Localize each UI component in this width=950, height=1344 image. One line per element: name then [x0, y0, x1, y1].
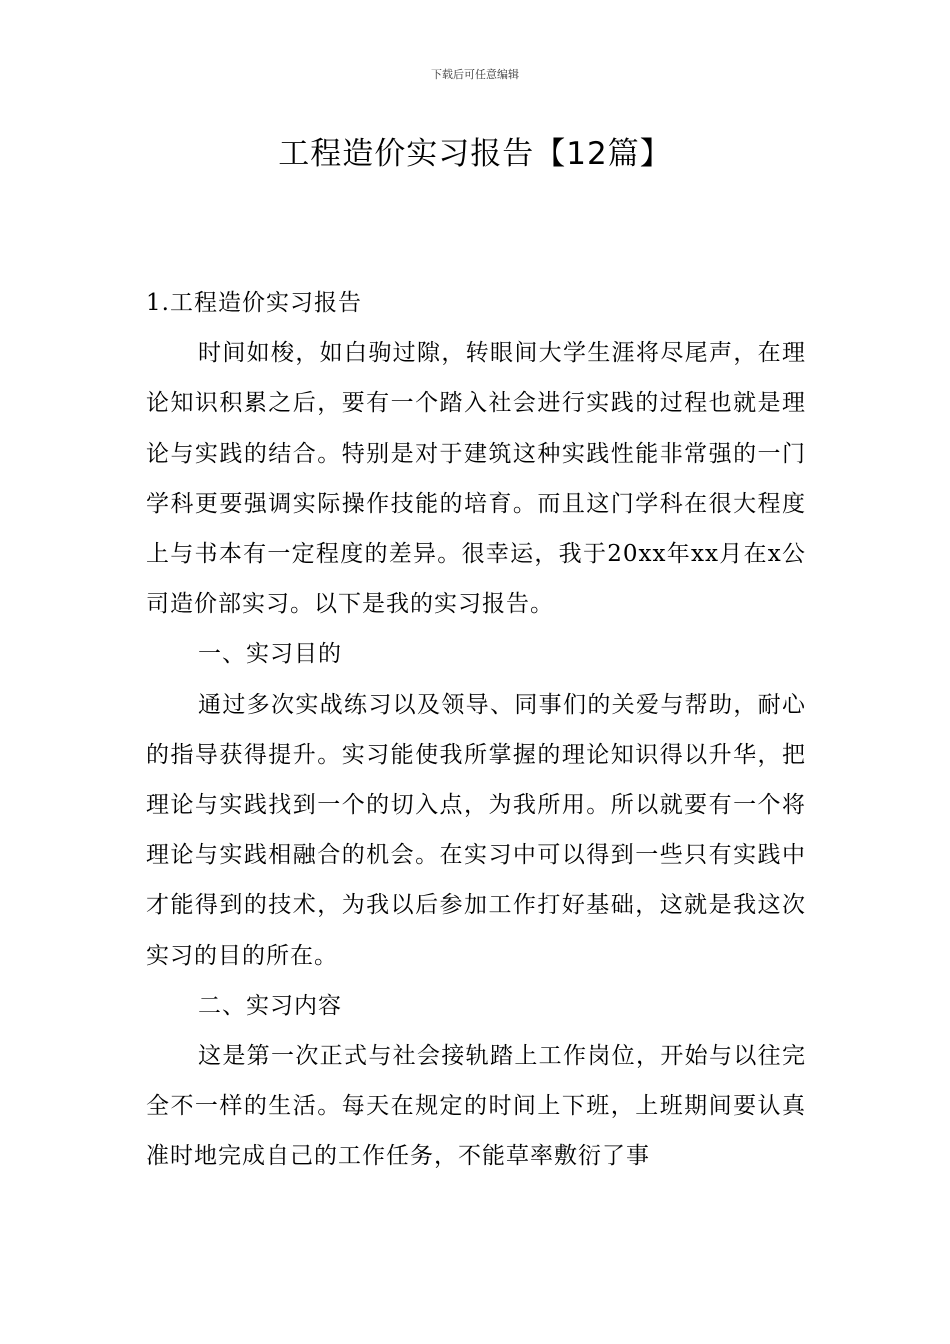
header-note: 下载后可任意编辑	[431, 68, 519, 81]
paragraph-purpose: 通过多次实战练习以及领导、同事们的关爱与帮助，耐心的指导获得提升。实习能使我所掌握的理论知识得以升华，把理论与实践找到一个的切入点，为我所用。所以就要有一个将理论与实践相融合的机会。在实习中可以得到一些只有实践中才能得到的技术，为我以后参加工作打好基础，这就是我这次实习的目的所在。	[146, 691, 806, 969]
paragraph-intro: 时间如梭，如白驹过隙，转眼间大学生涯将尽尾声，在理论知识积累之后，要有一个踏入社会进行实践的过程也就是理论与实践的结合。特别是对于建筑这种实践性能非常强的一门学科更要强调实际操作技能的培育。而且这门学科在很大程度上与书本有一定程度的差异。很幸运，我于20xx年xx月在x公司造价部实习。以下是我的实习报告。	[146, 340, 806, 618]
document-body	[146, 278, 806, 1182]
subheading-purpose: 一、实习目的	[198, 641, 342, 668]
subheading-content: 二、实习内容	[198, 992, 342, 1019]
paragraph-content: 这是第一次正式与社会接轨踏上工作岗位，开始与以往完全不一样的生活。每天在规定的时间上下班，上班期间要认真准时地完成自己的工作任务，不能草率敷衍了事	[146, 1043, 806, 1170]
section-heading: 1.工程造价实习报告	[146, 290, 362, 316]
document-title: 工程造价实习报告【12篇】	[278, 136, 672, 172]
